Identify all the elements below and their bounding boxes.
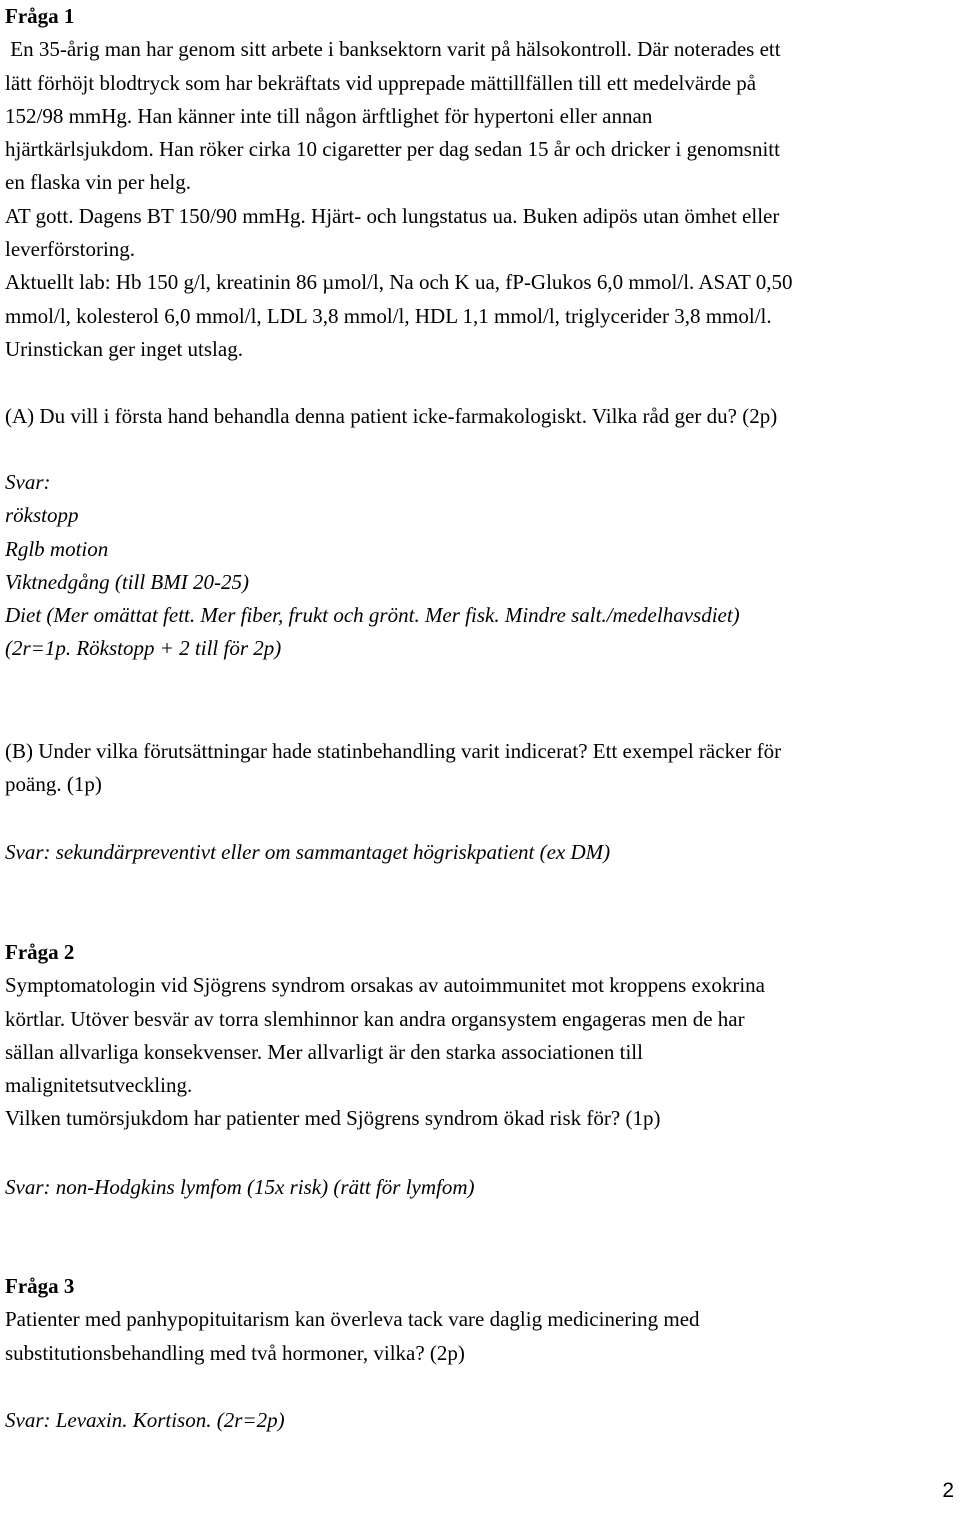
question-line: Symptomatologin vid Sjögrens syndrom orsakas av autoimmunitet mot kroppens exokrina: [5, 973, 765, 998]
status-line: leverförstoring.: [5, 237, 136, 262]
question-2-text: [5, 969, 765, 1135]
question-line: poäng. (1p): [5, 772, 102, 797]
case-line: lätt förhöjt blodtryck som har bekräftats vid upprepade mättillfällen till ett medelvärde på: [5, 70, 757, 95]
answer-line: (2r=1p. Rökstopp + 2 till för 2p): [5, 636, 282, 661]
question-3-heading: Fråga 3: [5, 1274, 75, 1298]
answer-1a: [5, 466, 740, 666]
clinical-status: [5, 200, 793, 267]
question-1b: [5, 735, 781, 802]
question-line: (B) Under vilka förutsättningar hade statinbehandling varit indicerat? Ett exempel räcker för: [5, 739, 782, 763]
answer-label: Svar:: [5, 470, 51, 494]
answer-line: Diet (Mer omättat fett. Mer fiber, frukt och grönt. Mer fisk. Mindre salt./medelhavsdiet): [5, 603, 740, 628]
answer-line: rökstopp: [5, 503, 79, 528]
lab-line: Urinstickan ger inget utslag.: [5, 336, 243, 361]
question-2-heading: Fråga 2: [5, 940, 75, 964]
case-line: en flaska vin per helg.: [5, 170, 192, 195]
answer-line: Rglb motion: [5, 536, 109, 561]
answer-line: Viktnedgång (till BMI 20-25): [5, 569, 249, 594]
answer-1b: Svar: sekundärpreventivt eller om sammantaget högriskpatient (ex DM): [5, 840, 611, 864]
answer-3: Svar: Levaxin. Kortison. (2r=2p): [5, 1408, 285, 1432]
question-1: [5, 0, 793, 366]
case-line: 152/98 mmHg. Han känner inte till någon ärftlighet för hypertoni eller annan: [5, 103, 653, 128]
question-line: substitutionsbehandling med två hormoner, vilka? (2p): [5, 1340, 465, 1365]
question-3-text: [5, 1303, 700, 1370]
case-line: hjärtkärlsjukdom. Han röker cirka 10 cigaretter per dag sedan 15 år och dricker i genomsnitt: [5, 137, 780, 162]
case-description: [5, 33, 793, 199]
status-line: AT gott. Dagens BT 150/90 mmHg. Hjärt- och lungstatus ua. Buken adipös utan ömhet eller: [5, 203, 780, 228]
question-1a: (A) Du vill i första hand behandla denna patient icke-farmakologiskt. Vilka råd ger du? (2p): [5, 404, 778, 428]
question-line: malignitetsutveckling.: [5, 1073, 193, 1098]
lab-line: mmol/l, kolesterol 6,0 mmol/l, LDL 3,8 mmol/l, HDL 1,1 mmol/l, triglycerider 3,8 mmol/l.: [5, 303, 772, 328]
question-3: [5, 1270, 700, 1370]
question-line: Vilken tumörsjukdom har patienter med Sjögrens syndrom ökad risk för? (1p): [5, 1106, 661, 1131]
page-number: 2: [942, 1479, 954, 1502]
case-line: En 35-årig man har genom sitt arbete i banksektorn varit på hälsokontroll. Där noterades ett: [5, 37, 781, 62]
question-1-heading: Fråga 1: [5, 4, 75, 28]
question-line: sällan allvarliga konsekvenser. Mer allvarligt är den starka associationen till: [5, 1039, 643, 1064]
lab-results: [5, 266, 793, 366]
lab-line: Aktuellt lab: Hb 150 g/l, kreatinin 86 µmol/l, Na och K ua, fP-Glukos 6,0 mmol/l. ASAT 0,50: [5, 270, 793, 295]
question-line: Patienter med panhypopituitarism kan överleva tack vare daglig medicinering med: [5, 1307, 700, 1332]
question-line: körtlar. Utöver besvär av torra slemhinnor kan andra organsystem engageras men de har: [5, 1006, 745, 1031]
question-2: [5, 936, 765, 1136]
answer-2: Svar: non-Hodgkins lymfom (15x risk) (rätt för lymfom): [5, 1175, 475, 1199]
